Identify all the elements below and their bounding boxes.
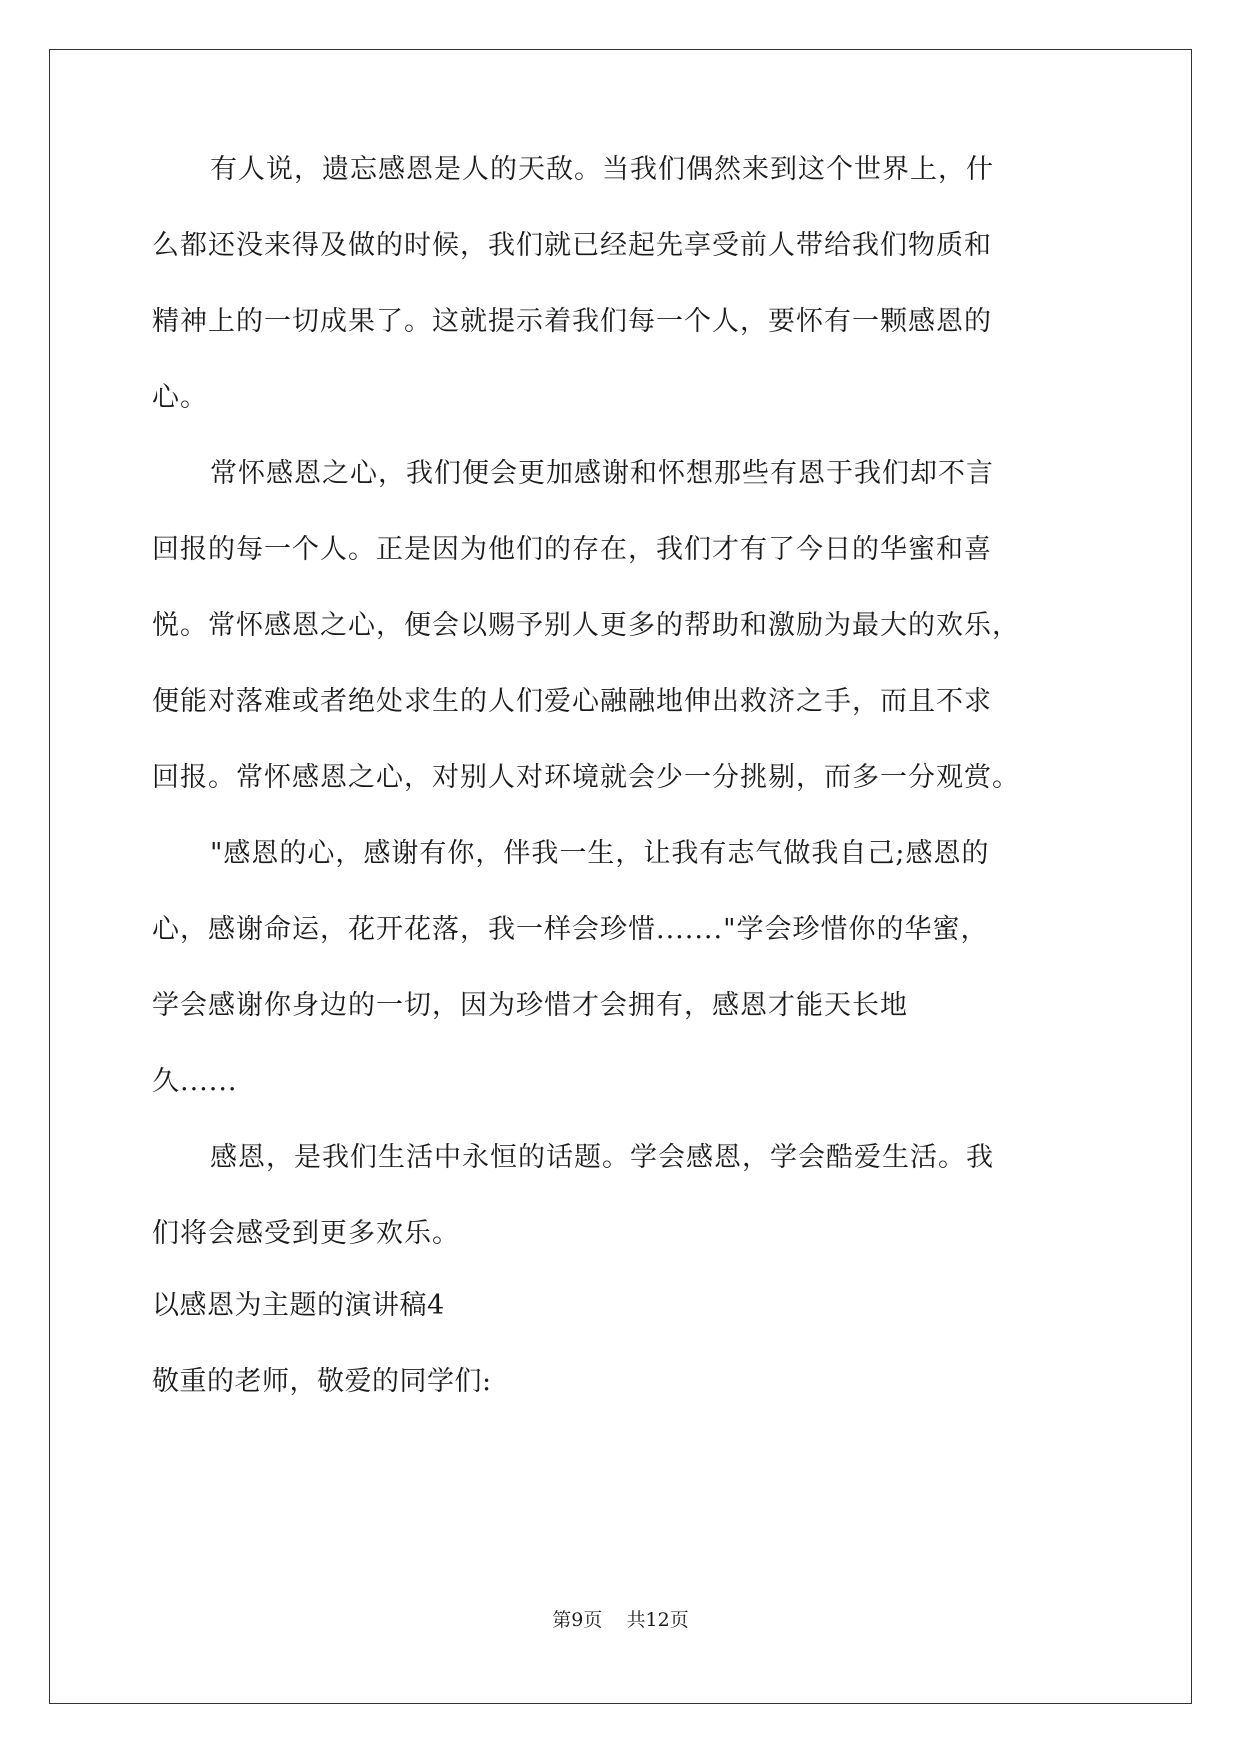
paragraph-1-line-3: 精神上的一切成果了。这就提示着我们每一个人，要怀有一颗感恩的 bbox=[152, 306, 992, 337]
paragraph-2-line-3: 悦。常怀感恩之心，便会以赐予别人更多的帮助和激励为最大的欢乐， bbox=[152, 610, 1020, 641]
paragraph-1-line-1: 有人说，遗忘感恩是人的天敌。当我们偶然来到这个世界上，什 bbox=[210, 154, 994, 185]
paragraph-3-line-1: "感恩的心，感谢有你，伴我一生，让我有志气做我自己;感恩的 bbox=[210, 838, 990, 869]
paragraph-3-line-4: 久...... bbox=[152, 1066, 238, 1097]
paragraph-3-line-3: 学会感谢你身边的一切，因为珍惜才会拥有，感恩才能天长地 bbox=[152, 990, 908, 1021]
section-title: 以感恩为主题的演讲稿4 bbox=[152, 1290, 445, 1321]
paragraph-2-line-2: 回报的每一个人。正是因为他们的存在，我们才有了今日的华蜜和喜 bbox=[152, 534, 992, 565]
paragraph-2-line-5: 回报。常怀感恩之心，对别人对环境就会少一分挑剔，而多一分观赏。 bbox=[152, 762, 1020, 793]
paragraph-2-line-1: 常怀感恩之心，我们便会更加感谢和怀想那些有恩于我们却不言 bbox=[210, 458, 994, 489]
paragraph-1-line-2: 么都还没来得及做的时候，我们就已经起先享受前人带给我们物质和 bbox=[152, 230, 992, 261]
paragraph-1-line-4: 心。 bbox=[152, 382, 208, 413]
paragraph-2-line-4: 便能对落难或者绝处求生的人们爱心融融地伸出救济之手，而且不求 bbox=[152, 686, 992, 717]
paragraph-4-line-2: 们将会感受到更多欢乐。 bbox=[152, 1218, 460, 1249]
page-number-footer: 第9页 共12页 bbox=[552, 1609, 689, 1631]
page-border bbox=[49, 49, 1192, 1704]
paragraph-4-line-1: 感恩，是我们生活中永恒的话题。学会感恩，学会酷爱生活。我 bbox=[210, 1142, 994, 1173]
salutation: 敬重的老师，敬爱的同学们: bbox=[152, 1366, 492, 1397]
paragraph-3-line-2: 心，感谢命运，花开花落，我一样会珍惜......."学会珍惜你的华蜜， bbox=[152, 914, 989, 945]
